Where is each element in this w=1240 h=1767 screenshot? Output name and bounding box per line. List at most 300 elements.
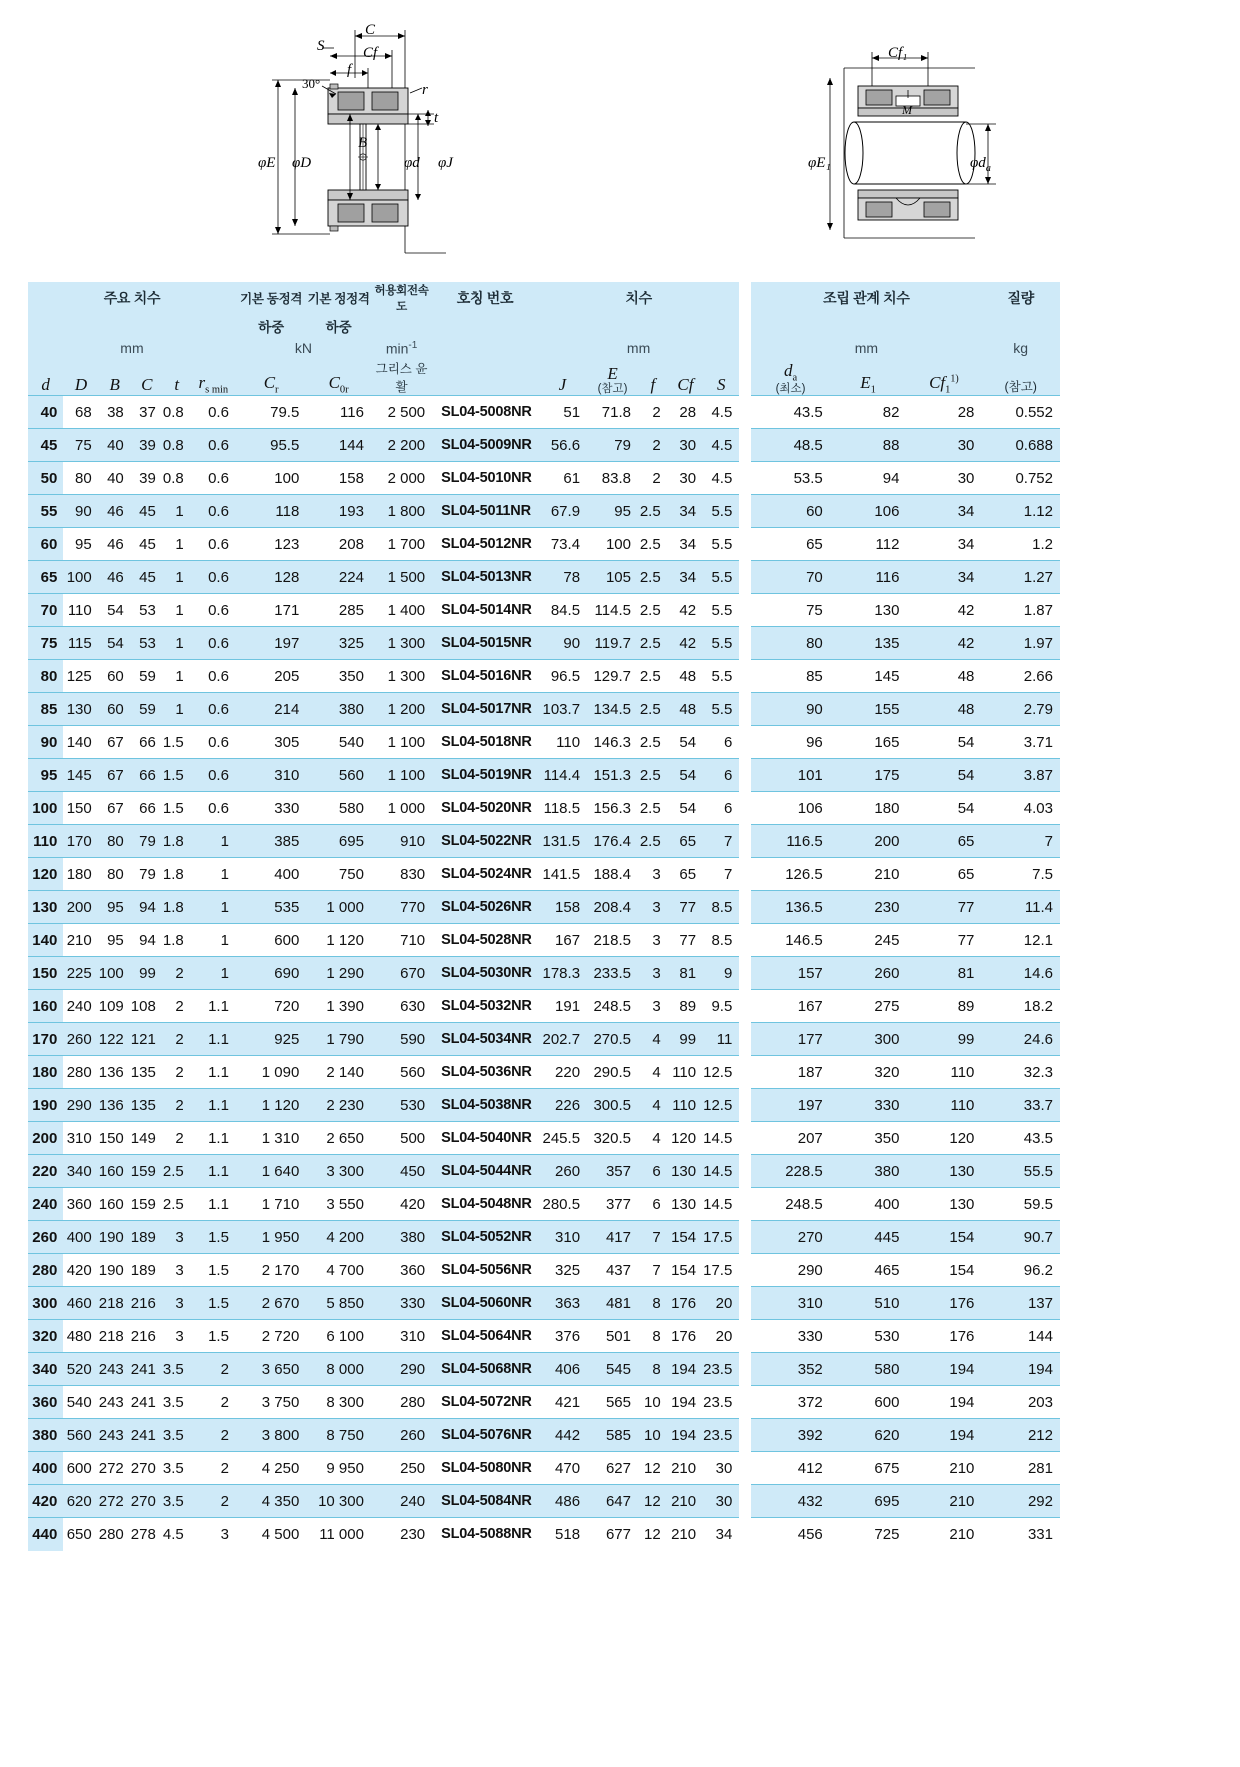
cell-C0r: 224 (306, 561, 371, 594)
cell-B: 38 (99, 396, 131, 429)
cell-Cf: 42 (668, 627, 703, 660)
cell-S: 5.5 (703, 693, 739, 726)
cell-da: 101 (751, 759, 829, 792)
cell-J: 131.5 (538, 825, 587, 858)
cell-t: 1 (163, 660, 191, 693)
cell-f: 2.5 (638, 660, 668, 693)
cell-r: 1.1 (191, 1056, 236, 1089)
cell-t: 1.8 (163, 891, 191, 924)
cell-da: 310 (751, 1287, 829, 1320)
cell-D: 90 (63, 495, 98, 528)
cell-da: 85 (751, 660, 829, 693)
cell-Cr: 1 640 (236, 1155, 306, 1188)
cell-f: 4 (638, 1089, 668, 1122)
cell-desig: SL04-5076NR (432, 1419, 538, 1452)
cell-speed: 230 (371, 1518, 432, 1551)
cell-desig: SL04-5019NR (432, 759, 538, 792)
cell-B: 150 (99, 1122, 131, 1155)
cell-f: 2.5 (638, 759, 668, 792)
cell-Cr: 535 (236, 891, 306, 924)
symbol-Cf1 (906, 359, 981, 396)
cell-da: 146.5 (751, 924, 829, 957)
cell-mass: 292 (981, 1485, 1060, 1518)
cell-C0r: 2 230 (306, 1089, 371, 1122)
symbol-E (587, 359, 638, 396)
symbol-Cf: Cf (668, 359, 703, 396)
label-phida-base: φd (970, 155, 986, 171)
cell-C0r: 4 200 (306, 1221, 371, 1254)
label-phiJ: φJ (438, 155, 453, 171)
cell-E1: 675 (830, 1452, 907, 1485)
cell-speed: 310 (371, 1320, 432, 1353)
cell-d: 100 (28, 792, 63, 825)
cell-da: 270 (751, 1221, 829, 1254)
cell-C: 66 (131, 792, 163, 825)
cell-D: 520 (63, 1353, 98, 1386)
cell-E: 151.3 (587, 759, 638, 792)
label-Cf1 (888, 45, 907, 62)
cell-speed: 2 500 (371, 396, 432, 429)
cell-r: 2 (191, 1386, 236, 1419)
row-gap (739, 1188, 751, 1221)
cell-r: 1.5 (191, 1221, 236, 1254)
cell-Cf: 154 (668, 1221, 703, 1254)
row-gap (739, 759, 751, 792)
cell-E1: 300 (830, 1023, 907, 1056)
cell-Cf: 110 (668, 1056, 703, 1089)
symbol-B: B (99, 359, 131, 396)
cell-da: 106 (751, 792, 829, 825)
cell-E: 357 (587, 1155, 638, 1188)
cell-E: 270.5 (587, 1023, 638, 1056)
subgroup-blank-fitting (751, 314, 981, 337)
cell-D: 225 (63, 957, 98, 990)
cell-f: 4 (638, 1122, 668, 1155)
row-gap (739, 1320, 751, 1353)
cell-E: 208.4 (587, 891, 638, 924)
cell-Cr: 385 (236, 825, 306, 858)
cell-D: 460 (63, 1287, 98, 1320)
cell-Cf: 210 (668, 1518, 703, 1551)
row-gap (739, 1485, 751, 1518)
table-row (28, 1518, 1060, 1551)
cell-J: 470 (538, 1452, 587, 1485)
cell-E: 95 (587, 495, 638, 528)
cell-Cf1: 65 (906, 858, 981, 891)
cell-t: 1 (163, 627, 191, 660)
cell-Cf1: 210 (906, 1485, 981, 1518)
table-header (28, 282, 1060, 396)
cell-D: 560 (63, 1419, 98, 1452)
cell-speed: 1 100 (371, 759, 432, 792)
cell-da: 136.5 (751, 891, 829, 924)
cell-C0r: 8 000 (306, 1353, 371, 1386)
row-gap (739, 495, 751, 528)
cell-S: 20 (703, 1287, 739, 1320)
cell-Cf1: 194 (906, 1386, 981, 1419)
cell-speed: 710 (371, 924, 432, 957)
symbol-E-base: E (607, 364, 618, 384)
table-row (28, 1419, 1060, 1452)
cell-da: 80 (751, 627, 829, 660)
subgroup-blank-speed (371, 314, 432, 337)
cell-C: 99 (131, 957, 163, 990)
label-f: f (347, 62, 352, 78)
cell-r: 0.6 (191, 627, 236, 660)
cell-B: 243 (99, 1353, 131, 1386)
cell-f: 3 (638, 924, 668, 957)
cell-S: 9 (703, 957, 739, 990)
cell-S: 23.5 (703, 1419, 739, 1452)
table-row (28, 693, 1060, 726)
label-phiE1: φE₁ (808, 155, 831, 171)
cell-f: 8 (638, 1320, 668, 1353)
header-group-row (28, 282, 1060, 314)
cell-speed: 290 (371, 1353, 432, 1386)
cell-E: 218.5 (587, 924, 638, 957)
cell-Cr: 79.5 (236, 396, 306, 429)
cell-Cr: 720 (236, 990, 306, 1023)
cell-da: 248.5 (751, 1188, 829, 1221)
cell-E1: 230 (830, 891, 907, 924)
symbol-r-sub: s min (205, 384, 229, 395)
cell-E: 565 (587, 1386, 638, 1419)
cell-t: 3 (163, 1287, 191, 1320)
cell-C: 39 (131, 429, 163, 462)
group-designation: 호칭 번호 (432, 282, 538, 314)
spec-table-container (0, 282, 1240, 1551)
cell-d: 75 (28, 627, 63, 660)
cell-r: 0.6 (191, 462, 236, 495)
symbol-da-note: (최소) (775, 382, 806, 395)
cell-mass: 194 (981, 1353, 1060, 1386)
cell-r: 1.1 (191, 1188, 236, 1221)
cell-t: 2 (163, 1056, 191, 1089)
cell-Cf1: 154 (906, 1254, 981, 1287)
table-row (28, 561, 1060, 594)
symbol-E1 (830, 359, 907, 396)
cell-Cr: 1 710 (236, 1188, 306, 1221)
cell-Cf: 28 (668, 396, 703, 429)
cell-speed: 500 (371, 1122, 432, 1155)
cell-J: 118.5 (538, 792, 587, 825)
group-basic-static: 기본 정정격 (306, 282, 371, 314)
cell-t: 1.5 (163, 792, 191, 825)
unit-mm-dims: mm (538, 337, 739, 359)
cell-D: 540 (63, 1386, 98, 1419)
cell-C: 66 (131, 759, 163, 792)
row-gap (739, 561, 751, 594)
cell-S: 14.5 (703, 1188, 739, 1221)
cell-Cf1: 48 (906, 660, 981, 693)
cell-E: 176.4 (587, 825, 638, 858)
cell-C: 66 (131, 726, 163, 759)
cell-Cr: 171 (236, 594, 306, 627)
cell-speed: 770 (371, 891, 432, 924)
cell-Cf1: 89 (906, 990, 981, 1023)
table-row (28, 1386, 1060, 1419)
symbol-da-sub: a (792, 371, 798, 383)
cell-C: 53 (131, 627, 163, 660)
table-row (28, 726, 1060, 759)
symbol-Cr (236, 359, 306, 396)
label-phiD: φD (292, 155, 312, 171)
cell-desig: SL04-5020NR (432, 792, 538, 825)
cell-C0r: 144 (306, 429, 371, 462)
cell-da: 432 (751, 1485, 829, 1518)
cell-d: 220 (28, 1155, 63, 1188)
cell-C0r: 158 (306, 462, 371, 495)
table-row (28, 759, 1060, 792)
symbol-gap (739, 359, 751, 396)
cell-B: 109 (99, 990, 131, 1023)
cell-speed: 2 000 (371, 462, 432, 495)
symbol-E-note: (참고) (597, 382, 628, 395)
cell-speed: 1 300 (371, 660, 432, 693)
cell-d: 190 (28, 1089, 63, 1122)
cell-Cf1: 30 (906, 429, 981, 462)
row-gap (739, 1254, 751, 1287)
cell-B: 243 (99, 1386, 131, 1419)
cell-t: 2.5 (163, 1188, 191, 1221)
cell-desig: SL04-5017NR (432, 693, 538, 726)
cell-desig: SL04-5080NR (432, 1452, 538, 1485)
cell-C: 53 (131, 594, 163, 627)
table-row (28, 990, 1060, 1023)
cell-C: 216 (131, 1287, 163, 1320)
cell-Cf1: 30 (906, 462, 981, 495)
cell-mass: 137 (981, 1287, 1060, 1320)
group-limiting-speed: 허용회전속도 (371, 282, 432, 314)
table-row (28, 924, 1060, 957)
cell-r: 1.1 (191, 1023, 236, 1056)
cell-desig: SL04-5012NR (432, 528, 538, 561)
cell-mass: 7 (981, 825, 1060, 858)
cell-Cf1: 34 (906, 528, 981, 561)
cell-B: 40 (99, 429, 131, 462)
cell-Cr: 1 310 (236, 1122, 306, 1155)
group-mass: 질량 (981, 282, 1060, 314)
cell-Cf1: 176 (906, 1320, 981, 1353)
cell-speed: 1 500 (371, 561, 432, 594)
cell-t: 2 (163, 1089, 191, 1122)
cell-D: 75 (63, 429, 98, 462)
symbol-C0r-base: C (328, 372, 340, 392)
table-row (28, 1221, 1060, 1254)
cell-t: 1 (163, 594, 191, 627)
table-row (28, 1122, 1060, 1155)
unit-mm-fitting: mm (751, 337, 981, 359)
cell-desig: SL04-5016NR (432, 660, 538, 693)
cell-Cf1: 99 (906, 1023, 981, 1056)
cell-Cf1: 28 (906, 396, 981, 429)
cell-B: 40 (99, 462, 131, 495)
cell-C: 79 (131, 825, 163, 858)
symbol-t: t (163, 359, 191, 396)
cell-B: 80 (99, 825, 131, 858)
cell-B: 67 (99, 792, 131, 825)
cell-Cf: 77 (668, 891, 703, 924)
label-Cf: Cf (363, 45, 378, 61)
cell-r: 1.1 (191, 1089, 236, 1122)
cell-desig: SL04-5060NR (432, 1287, 538, 1320)
cell-E: 300.5 (587, 1089, 638, 1122)
cell-Cf1: 34 (906, 495, 981, 528)
cell-E1: 600 (830, 1386, 907, 1419)
cell-f: 6 (638, 1188, 668, 1221)
row-gap (739, 1155, 751, 1188)
cell-C: 45 (131, 528, 163, 561)
cell-J: 96.5 (538, 660, 587, 693)
cell-speed: 910 (371, 825, 432, 858)
cell-D: 310 (63, 1122, 98, 1155)
cell-S: 5.5 (703, 594, 739, 627)
cell-C0r: 116 (306, 396, 371, 429)
cell-J: 51 (538, 396, 587, 429)
cell-D: 125 (63, 660, 98, 693)
cell-E1: 350 (830, 1122, 907, 1155)
cell-t: 2 (163, 957, 191, 990)
cell-Cf1: 48 (906, 693, 981, 726)
row-gap (739, 627, 751, 660)
cell-D: 360 (63, 1188, 98, 1221)
cell-E1: 580 (830, 1353, 907, 1386)
cell-t: 3.5 (163, 1485, 191, 1518)
cell-E: 79 (587, 429, 638, 462)
cell-D: 145 (63, 759, 98, 792)
cell-Cr: 197 (236, 627, 306, 660)
cell-speed: 280 (371, 1386, 432, 1419)
symbol-r-smin (191, 359, 236, 396)
cell-r: 1.1 (191, 1122, 236, 1155)
row-gap (739, 528, 751, 561)
cell-B: 60 (99, 660, 131, 693)
cell-t: 1.8 (163, 858, 191, 891)
cell-da: 330 (751, 1320, 829, 1353)
cell-B: 67 (99, 759, 131, 792)
cell-D: 80 (63, 462, 98, 495)
row-gap (739, 792, 751, 825)
unit-kn: kN (236, 337, 371, 359)
row-gap (739, 396, 751, 429)
cell-mass: 4.03 (981, 792, 1060, 825)
cell-D: 260 (63, 1023, 98, 1056)
cell-r: 0.6 (191, 693, 236, 726)
cell-C0r: 10 300 (306, 1485, 371, 1518)
cell-r: 1 (191, 858, 236, 891)
cell-Cf1: 194 (906, 1353, 981, 1386)
subgroup-blank-dims (538, 314, 739, 337)
cell-Cr: 2 670 (236, 1287, 306, 1320)
cell-speed: 2 200 (371, 429, 432, 462)
cell-Cr: 1 090 (236, 1056, 306, 1089)
cell-E1: 530 (830, 1320, 907, 1353)
cell-C0r: 560 (306, 759, 371, 792)
cell-r: 0.6 (191, 792, 236, 825)
cell-mass: 0.552 (981, 396, 1060, 429)
cell-r: 1 (191, 891, 236, 924)
unit-min-inv (371, 337, 432, 359)
cell-C0r: 8 300 (306, 1386, 371, 1419)
cell-f: 2.5 (638, 825, 668, 858)
cell-J: 103.7 (538, 693, 587, 726)
cell-E1: 210 (830, 858, 907, 891)
cell-d: 65 (28, 561, 63, 594)
cell-C0r: 2 140 (306, 1056, 371, 1089)
cell-f: 2.5 (638, 726, 668, 759)
cell-E: 481 (587, 1287, 638, 1320)
cell-f: 7 (638, 1221, 668, 1254)
cell-C: 135 (131, 1056, 163, 1089)
label-Cf1-text: Cf₁ (888, 45, 908, 61)
cell-E1: 116 (830, 561, 907, 594)
cell-B: 218 (99, 1320, 131, 1353)
cell-Cf1: 120 (906, 1122, 981, 1155)
cell-d: 320 (28, 1320, 63, 1353)
cell-Cf: 110 (668, 1089, 703, 1122)
cell-Cf1: 110 (906, 1056, 981, 1089)
cell-D: 240 (63, 990, 98, 1023)
label-C: C (365, 22, 376, 38)
cell-J: 191 (538, 990, 587, 1023)
cell-C: 121 (131, 1023, 163, 1056)
cell-C0r: 380 (306, 693, 371, 726)
cell-C0r: 580 (306, 792, 371, 825)
cell-E1: 165 (830, 726, 907, 759)
cell-desig: SL04-5011NR (432, 495, 538, 528)
cell-D: 110 (63, 594, 98, 627)
table-row (28, 1485, 1060, 1518)
cell-C: 59 (131, 693, 163, 726)
cell-B: 190 (99, 1254, 131, 1287)
cell-mass: 3.71 (981, 726, 1060, 759)
cell-J: 376 (538, 1320, 587, 1353)
cell-J: 90 (538, 627, 587, 660)
cell-C: 270 (131, 1485, 163, 1518)
unit-min-exp: -1 (408, 339, 418, 351)
cell-desig: SL04-5072NR (432, 1386, 538, 1419)
symbol-C0r-sub: 0r (339, 384, 349, 395)
cell-C0r: 6 100 (306, 1320, 371, 1353)
cell-B: 243 (99, 1419, 131, 1452)
cell-B: 136 (99, 1056, 131, 1089)
cell-E: 105 (587, 561, 638, 594)
cell-mass: 1.12 (981, 495, 1060, 528)
cell-S: 7 (703, 825, 739, 858)
cell-Cf1: 81 (906, 957, 981, 990)
cell-E1: 400 (830, 1188, 907, 1221)
cell-Cf: 130 (668, 1155, 703, 1188)
cell-E: 146.3 (587, 726, 638, 759)
cell-E1: 82 (830, 396, 907, 429)
cell-Cf1: 77 (906, 891, 981, 924)
cell-C0r: 193 (306, 495, 371, 528)
cell-Cr: 205 (236, 660, 306, 693)
cell-desig: SL04-5034NR (432, 1023, 538, 1056)
cell-Cr: 2 170 (236, 1254, 306, 1287)
cell-Cr: 305 (236, 726, 306, 759)
cell-E: 585 (587, 1419, 638, 1452)
cell-da: 290 (751, 1254, 829, 1287)
cell-E: 71.8 (587, 396, 638, 429)
cell-D: 140 (63, 726, 98, 759)
symbol-Cf1-note: 1) (950, 372, 959, 384)
cell-da: 60 (751, 495, 829, 528)
label-M: M (902, 103, 912, 117)
cell-C0r: 2 650 (306, 1122, 371, 1155)
label-B: B (358, 135, 368, 151)
cell-C0r: 325 (306, 627, 371, 660)
